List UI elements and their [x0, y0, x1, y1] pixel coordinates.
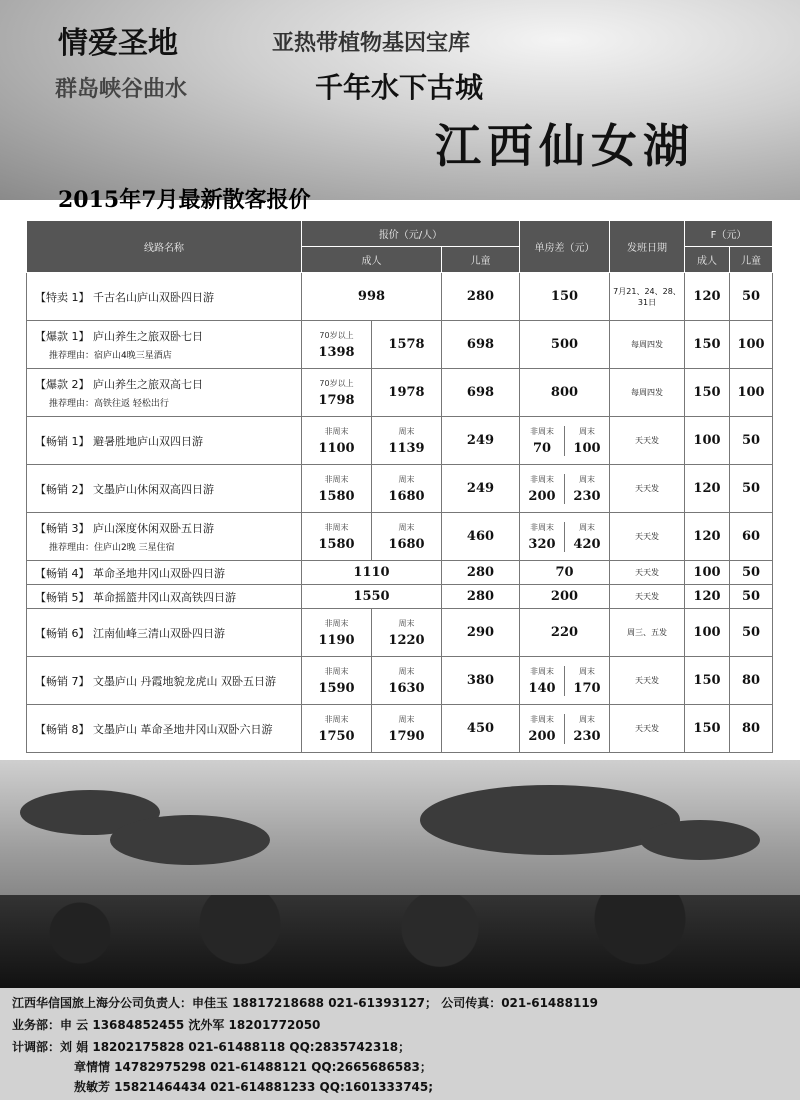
island — [110, 815, 270, 865]
header-depart: 发班日期 — [610, 221, 685, 273]
table-row — [27, 465, 773, 513]
contact-ops-1: 计调部：刘 娟 18202175828 021-61488118 QQ:2835742318； — [12, 1040, 411, 1054]
f-child: 50 — [730, 561, 773, 585]
adult-price-a — [302, 657, 372, 705]
route-reason: 推荐理由：高铁往返 轻松出行 — [49, 399, 169, 409]
route-name: 【畅销 4】 革命圣地井冈山双卧四日游 — [27, 561, 302, 585]
single-supplement — [520, 513, 610, 561]
price-label: 非周末 — [530, 666, 554, 676]
adult-price: 1110 — [302, 561, 442, 585]
price-value: 420 — [573, 536, 601, 552]
single-supplement: 800 — [520, 369, 610, 417]
adult-price-b — [372, 609, 442, 657]
price-value: 140 — [528, 680, 556, 696]
f-adult: 120 — [685, 513, 730, 561]
route-name: 【畅销 5】 革命摇篮井冈山双高铁四日游 — [27, 585, 302, 609]
departure-date: 天天发 — [610, 705, 685, 753]
price-value: 1580 — [318, 488, 355, 504]
route-name: 【畅销 2】 文墨庐山休闲双高四日游 — [27, 465, 302, 513]
adult-price-b: 1978 — [372, 369, 442, 417]
price-label: 非周末 — [324, 426, 349, 436]
route-name: 【畅销 8】 文墨庐山 革命圣地井冈山双卧六日游 — [27, 705, 302, 753]
header-f: F（元） — [685, 221, 773, 247]
f-child: 80 — [730, 657, 773, 705]
adult-price-b — [372, 657, 442, 705]
price-label: 周末 — [398, 474, 415, 484]
table-row — [27, 273, 773, 321]
contact-ops-2: 章情情 14782975298 021-61488121 QQ:2665686583； — [74, 1060, 432, 1074]
adult-price-b — [372, 465, 442, 513]
departure-date: 7月21、24、28、31日 — [610, 273, 685, 321]
adult-price-a — [302, 369, 372, 417]
f-child: 50 — [730, 417, 773, 465]
price-value: 1100 — [318, 440, 355, 456]
departure-date: 周三、五发 — [610, 609, 685, 657]
single-supplement: 70 — [520, 561, 610, 585]
f-adult: 120 — [685, 465, 730, 513]
main-title: 江西仙女湖 — [435, 119, 695, 173]
f-child: 50 — [730, 585, 773, 609]
price-label: 周末 — [579, 522, 595, 532]
child-price: 450 — [442, 705, 520, 753]
adult-price-a — [302, 513, 372, 561]
header-price: 报价（元/人） — [302, 221, 520, 247]
price-value: 70 — [532, 440, 552, 456]
adult-price: 1550 — [302, 585, 442, 609]
price-value: 1139 — [388, 440, 425, 456]
table-row — [27, 321, 773, 369]
f-adult: 100 — [685, 561, 730, 585]
f-adult: 120 — [685, 585, 730, 609]
price-label: 非周末 — [324, 522, 349, 532]
contact-sales: 业务部：申 云 13684852455 沈外军 18201772050 — [12, 1018, 321, 1032]
route-name: 【畅销 7】 文墨庐山 丹霞地貌龙虎山 双卧五日游 — [27, 657, 302, 705]
f-child: 50 — [730, 465, 773, 513]
single-supplement: 200 — [520, 585, 610, 609]
price-value: 230 — [573, 488, 601, 504]
adult-price-a — [302, 705, 372, 753]
route-cell — [27, 369, 302, 417]
price-label: 70岁以上 — [319, 330, 354, 340]
child-price: 249 — [442, 465, 520, 513]
price-label: 70岁以上 — [319, 378, 354, 388]
route-name: 【爆款 1】 庐山养生之旅双卧七日 — [35, 330, 203, 343]
f-adult: 150 — [685, 657, 730, 705]
single-supplement — [520, 705, 610, 753]
price-label: 非周末 — [530, 714, 554, 724]
slogan-love-holy-land: 情爱圣地 — [58, 26, 178, 61]
price-label: 非周末 — [530, 474, 554, 484]
price-value: 100 — [573, 440, 601, 456]
adult-price-a — [302, 609, 372, 657]
slogan-islands: 群岛峡谷曲水 — [55, 76, 188, 102]
single-supplement: 220 — [520, 609, 610, 657]
price-value: 1750 — [318, 728, 355, 744]
contact-manager: 江西华信国旅上海分公司负责人：申佳玉 18817218688 021-61393127； 公司传真：021-61488119 — [12, 996, 599, 1010]
departure-date: 天天发 — [610, 513, 685, 561]
adult-price-b: 1578 — [372, 321, 442, 369]
child-price: 290 — [442, 609, 520, 657]
table-row — [27, 585, 773, 609]
child-price: 280 — [442, 585, 520, 609]
child-price: 280 — [442, 273, 520, 321]
slogan-gene-bank: 亚热带植物基因宝库 — [272, 30, 471, 56]
adult-price-a — [302, 321, 372, 369]
child-price: 249 — [442, 417, 520, 465]
price-value: 1220 — [388, 632, 425, 648]
table-row — [27, 513, 773, 561]
child-price: 698 — [442, 321, 520, 369]
price-value: 1398 — [318, 344, 355, 360]
f-child: 100 — [730, 321, 773, 369]
departure-date: 天天发 — [610, 657, 685, 705]
header-adult: 成人 — [302, 247, 442, 273]
forest-foreground — [0, 895, 800, 990]
route-name: 【特卖 1】 千古名山庐山双卧四日游 — [27, 273, 302, 321]
price-value: 200 — [528, 488, 556, 504]
header-route: 线路名称 — [27, 221, 302, 273]
header-f-adult: 成人 — [685, 247, 730, 273]
departure-date: 天天发 — [610, 465, 685, 513]
adult-price-b — [372, 417, 442, 465]
price-label: 非周末 — [324, 714, 349, 724]
f-child: 50 — [730, 273, 773, 321]
single-supplement — [520, 417, 610, 465]
departure-date: 每周四发 — [610, 321, 685, 369]
route-reason: 推荐理由：宿庐山4晚三星酒店 — [49, 351, 172, 361]
adult-price: 998 — [302, 273, 442, 321]
contact-ops-3: 敖敏芳 15821464434 021-614881233 QQ:1601333745; — [74, 1080, 434, 1094]
slogan-ancient-city: 千年水下古城 — [315, 71, 484, 104]
departure-date: 天天发 — [610, 417, 685, 465]
table-row — [27, 657, 773, 705]
f-adult: 150 — [685, 321, 730, 369]
adult-price-b — [372, 513, 442, 561]
price-value: 200 — [528, 728, 556, 744]
price-table — [26, 220, 773, 753]
single-supplement — [520, 657, 610, 705]
price-value: 1190 — [318, 632, 355, 648]
adult-price-b — [372, 705, 442, 753]
price-value: 320 — [528, 536, 556, 552]
price-label: 非周末 — [530, 426, 554, 436]
route-reason: 推荐理由：住庐山2晚 三星住宿 — [49, 543, 175, 553]
price-label: 非周末 — [530, 522, 554, 532]
price-value: 1680 — [388, 488, 425, 504]
adult-price-a — [302, 417, 372, 465]
price-value: 1590 — [318, 680, 355, 696]
child-price: 380 — [442, 657, 520, 705]
price-value: 1798 — [318, 392, 355, 408]
table-row — [27, 561, 773, 585]
price-label: 非周末 — [324, 666, 349, 676]
f-adult: 120 — [685, 273, 730, 321]
header-single: 单房差（元） — [520, 221, 610, 273]
price-value: 1580 — [318, 536, 355, 552]
island — [640, 820, 760, 860]
single-supplement: 150 — [520, 273, 610, 321]
table-row — [27, 417, 773, 465]
price-value: 1630 — [388, 680, 425, 696]
price-label: 周末 — [398, 714, 415, 724]
f-adult: 100 — [685, 417, 730, 465]
lake-landscape-photo — [0, 760, 800, 990]
departure-date: 天天发 — [610, 561, 685, 585]
price-value: 230 — [573, 728, 601, 744]
f-adult: 100 — [685, 609, 730, 657]
price-value: 1680 — [388, 536, 425, 552]
price-label: 周末 — [579, 666, 595, 676]
route-name: 【畅销 1】 避暑胜地庐山双四日游 — [27, 417, 302, 465]
table-row — [27, 369, 773, 417]
f-adult: 150 — [685, 369, 730, 417]
single-supplement — [520, 465, 610, 513]
child-price: 698 — [442, 369, 520, 417]
header-f-child: 儿童 — [730, 247, 773, 273]
route-name: 【畅销 3】 庐山深度休闲双卧五日游 — [35, 522, 214, 535]
f-child: 80 — [730, 705, 773, 753]
price-label: 周末 — [398, 426, 415, 436]
price-label: 周末 — [579, 426, 595, 436]
route-cell — [27, 321, 302, 369]
price-label: 周末 — [398, 666, 415, 676]
price-label: 周末 — [398, 522, 415, 532]
price-label: 非周末 — [324, 474, 349, 484]
f-adult: 150 — [685, 705, 730, 753]
price-label: 周末 — [398, 618, 415, 628]
f-child: 100 — [730, 369, 773, 417]
f-child: 60 — [730, 513, 773, 561]
child-price: 460 — [442, 513, 520, 561]
price-label: 周末 — [579, 714, 595, 724]
table-row — [27, 705, 773, 753]
adult-price-a — [302, 465, 372, 513]
header-child: 儿童 — [442, 247, 520, 273]
departure-date: 天天发 — [610, 585, 685, 609]
route-name: 【爆款 2】 庐山养生之旅双高七日 — [35, 378, 203, 391]
f-child: 50 — [730, 609, 773, 657]
contact-footer — [0, 988, 800, 1100]
price-list-title: 2015年7月最新散客报价 — [58, 187, 311, 213]
route-cell — [27, 513, 302, 561]
departure-date: 每周四发 — [610, 369, 685, 417]
single-supplement: 500 — [520, 321, 610, 369]
route-name: 【畅销 6】 江南仙峰三清山双卧四日游 — [27, 609, 302, 657]
child-price: 280 — [442, 561, 520, 585]
price-value: 170 — [573, 680, 601, 696]
price-label: 非周末 — [324, 618, 349, 628]
price-label: 周末 — [579, 474, 595, 484]
price-value: 1790 — [388, 728, 425, 744]
table-row — [27, 609, 773, 657]
